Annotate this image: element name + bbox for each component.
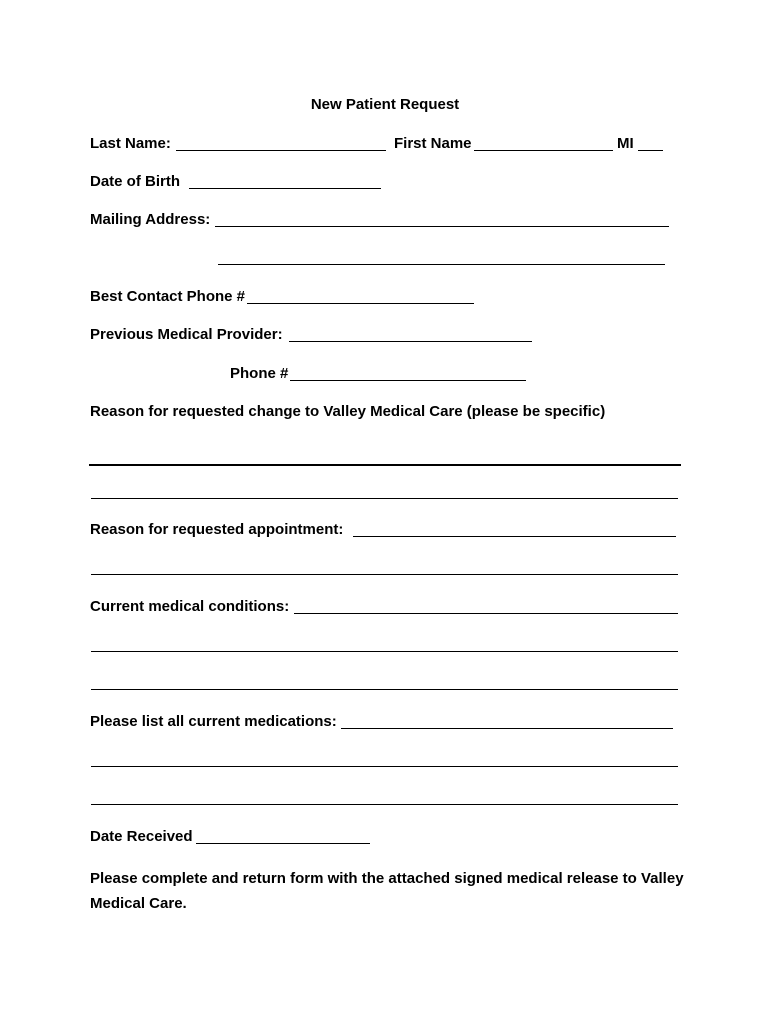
mailing-address-label: Mailing Address: <box>90 211 211 228</box>
reason-appointment-label: Reason for requested appointment: <box>90 521 344 538</box>
first-name-line[interactable] <box>474 150 613 151</box>
mi-label: MI <box>617 135 634 152</box>
medications-label: Please list all current medications: <box>90 713 337 730</box>
conditions-line-1[interactable] <box>294 613 678 614</box>
reason-change-line-2[interactable] <box>91 498 678 499</box>
medications-line-2[interactable] <box>91 766 678 767</box>
best-phone-line[interactable] <box>247 303 474 304</box>
reason-change-label: Reason for requested change to Valley Medical Care (please be specific) <box>90 403 606 420</box>
date-received-label: Date Received <box>90 828 193 845</box>
last-name-line[interactable] <box>176 150 386 151</box>
provider-phone-label: Phone # <box>230 365 289 382</box>
conditions-line-3[interactable] <box>91 689 678 690</box>
medications-line-1[interactable] <box>341 728 673 729</box>
best-phone-label: Best Contact Phone # <box>90 288 246 305</box>
footer-note: Please complete and return form with the attached signed medical release to Valley Medical Care. <box>90 870 684 912</box>
conditions-label: Current medical conditions: <box>90 598 290 615</box>
reason-appointment-line-1[interactable] <box>353 536 676 537</box>
previous-provider-label: Previous Medical Provider: <box>90 326 283 343</box>
conditions-line-2[interactable] <box>91 651 678 652</box>
dob-label: Date of Birth <box>90 173 180 190</box>
mailing-address-line-2[interactable] <box>218 264 665 265</box>
last-name-label: Last Name: <box>90 135 171 152</box>
previous-provider-line[interactable] <box>289 341 532 342</box>
reason-change-line-1[interactable] <box>89 464 681 466</box>
reason-appointment-line-2[interactable] <box>91 574 678 575</box>
dob-line[interactable] <box>189 188 381 189</box>
mailing-address-line-1[interactable] <box>215 226 669 227</box>
mi-line[interactable] <box>638 150 663 151</box>
medications-line-3[interactable] <box>91 804 678 805</box>
provider-phone-line[interactable] <box>290 380 526 381</box>
first-name-label: First Name <box>394 135 472 152</box>
date-received-line[interactable] <box>196 843 370 844</box>
page-title: New Patient Request <box>310 96 460 113</box>
